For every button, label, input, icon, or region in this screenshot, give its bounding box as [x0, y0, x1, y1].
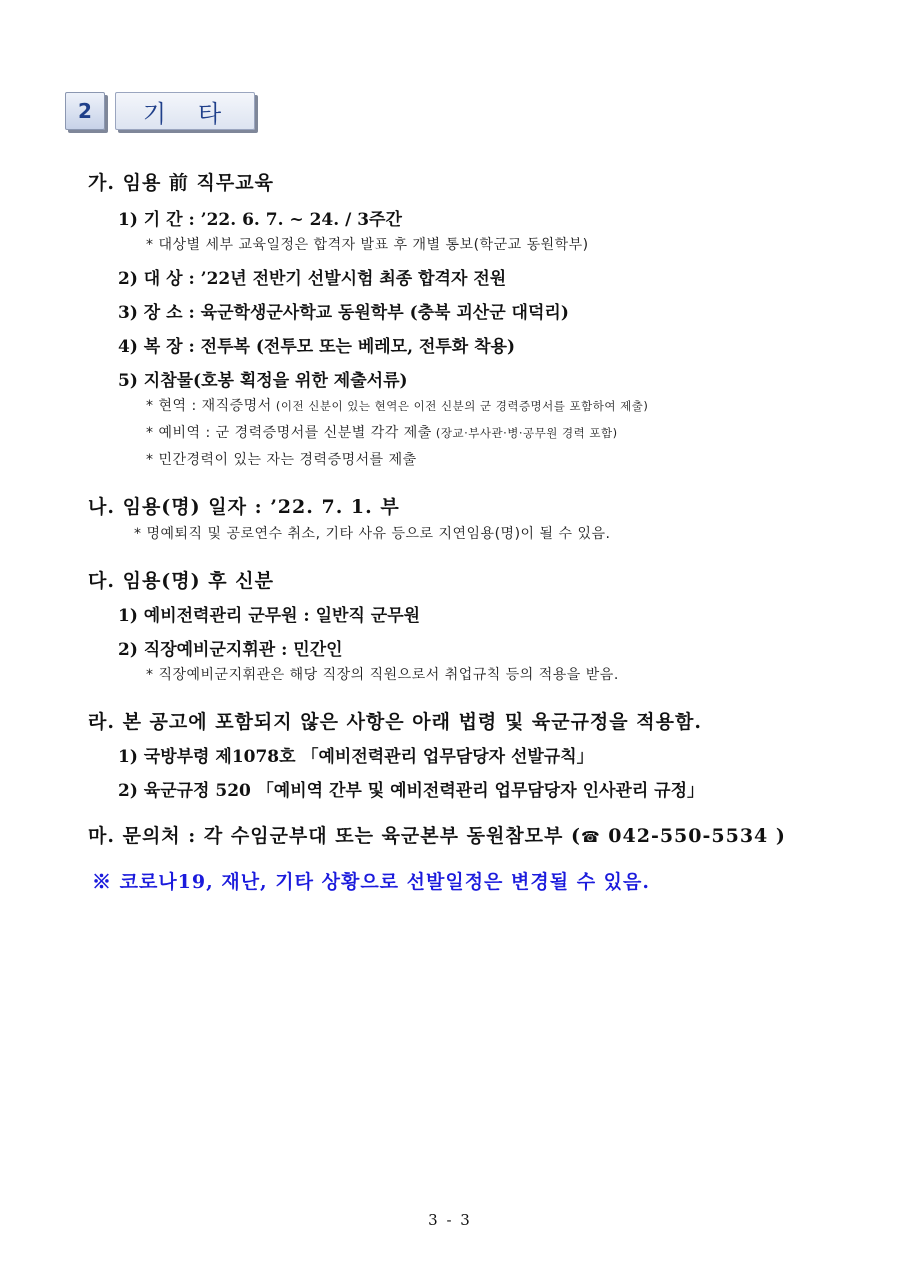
section-header [65, 92, 260, 132]
ga-note-reserve-small: (장교·부사관·병·공무원 경력 포함) [431, 426, 618, 440]
ga-note-schedule: * 대상별 세부 교육일정은 합격자 발표 후 개별 통보(학군교 동원학부) [146, 237, 589, 253]
ga-item-place: 3) 장 소 : 육군학생군사학교 동원학부 (충북 괴산군 대덕리) [118, 303, 569, 323]
heading-ga: 가. 임용 前 직무교육 [88, 172, 274, 194]
ga-item-target: 2) 대 상 : ’22년 전반기 선발시험 최종 합격자 전원 [118, 269, 507, 289]
ra-item-2: 2) 육군규정 520 「예비역 간부 및 예비전력관리 업무담당자 인사관리 규정」 [118, 781, 705, 801]
phone-icon: ☎ [580, 828, 601, 846]
section-number-badge: 2 [65, 92, 105, 130]
ga-note-active-duty-small: (이전 신분이 있는 현역은 이전 신분의 군 경력증명서를 포함하여 제출) [271, 399, 649, 413]
heading-ma [88, 821, 786, 848]
section-title-box [115, 92, 255, 130]
schedule-change-notice: ※ 코로나19, 재난, 기타 상황으로 선발일정은 변경될 수 있음. [92, 871, 650, 893]
ga-note-active-duty [146, 395, 648, 415]
ga-note-reserve-main: * 예비역 : 군 경력증명서를 신분별 각각 제출 [146, 425, 432, 441]
ga-note-reserve [146, 422, 618, 442]
page-number: 3 - 3 [428, 1211, 472, 1229]
ma-phone-number: 042-550-5534 ) [600, 825, 786, 847]
ga-note-active-duty-main: * 현역 : 재직증명서 [146, 398, 272, 414]
ra-item-1: 1) 국방부령 제1078호 「예비전력관리 업무담당자 선발규칙」 [118, 747, 594, 767]
ga-note-civilian: * 민간경력이 있는 자는 경력증명서를 제출 [146, 452, 417, 468]
section-title-char-2: 타 [198, 99, 228, 128]
da-item-1: 1) 예비전력관리 군무원 : 일반직 군무원 [118, 606, 421, 626]
da-item-2: 2) 직장예비군지휘관 : 민간인 [118, 640, 343, 660]
ga-item-uniform: 4) 복 장 : 전투복 (전투모 또는 베레모, 전투화 착용) [118, 337, 516, 357]
ma-heading-text: 마. 문의처 : 각 수임군부대 또는 육군본부 동원참모부 ( [88, 825, 581, 847]
section-title-char-1: 기 [142, 99, 172, 128]
ga-item-period: 1) 기 간 : ’22. 6. 7. ~ 24. / 3주간 [118, 210, 402, 230]
ga-item-documents: 5) 지참물(호봉 획정을 위한 제출서류) [118, 371, 408, 391]
da-note: * 직장예비군지휘관은 해당 직장의 직원으로서 취업규칙 등의 적용을 받음. [146, 667, 619, 683]
heading-da: 다. 임용(명) 후 신분 [88, 570, 274, 592]
heading-ra: 라. 본 공고에 포함되지 않은 사항은 아래 법령 및 육군규정을 적용함. [88, 711, 702, 733]
heading-na: 나. 임용(명) 일자 : ’22. 7. 1. 부 [88, 496, 400, 518]
na-note: * 명예퇴직 및 공로연수 취소, 기타 사유 등으로 지연임용(명)이 될 수 있음. [134, 526, 611, 542]
